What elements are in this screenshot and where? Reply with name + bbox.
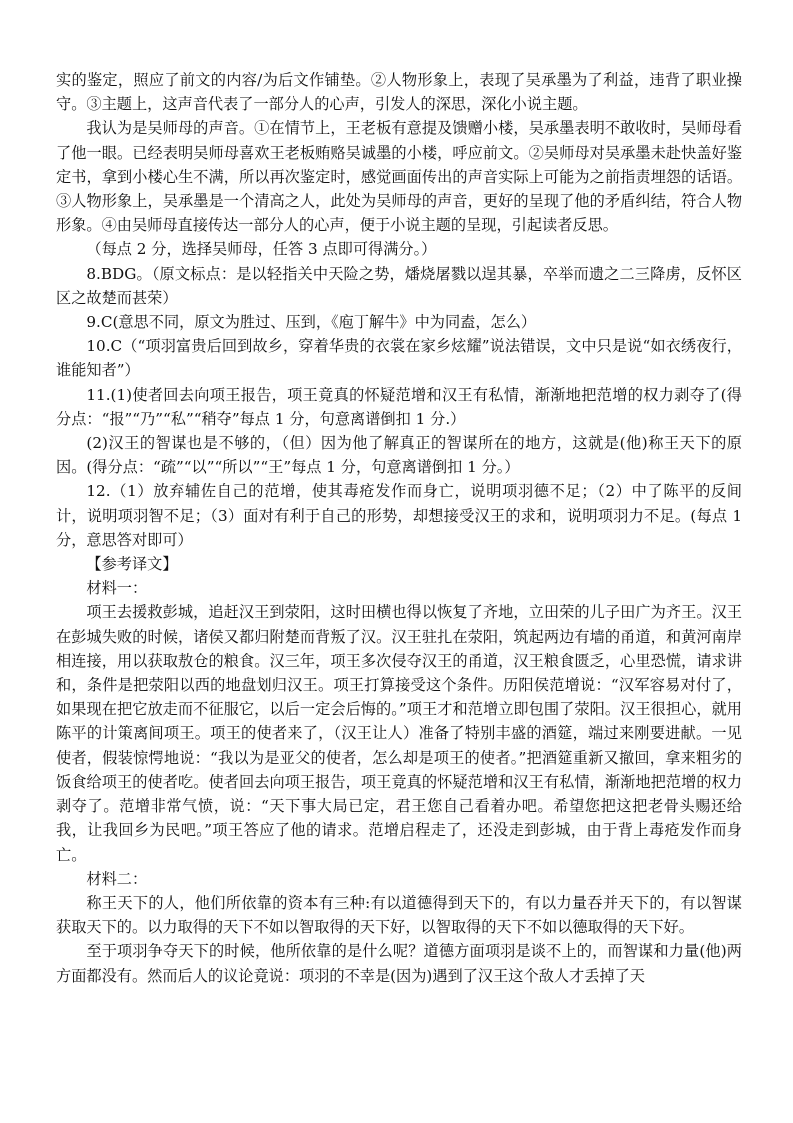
material-1-heading: 材料一： bbox=[86, 579, 148, 598]
document-body bbox=[56, 68, 742, 988]
answer-11-2: (2)汉王的智谋也是不够的，（但）因为他了解真正的智谋所在的地方，这就是(他)称王天下的原因。(得分点：“疏”“以”“所以”“王”每点 1 分，句意离谱倒扣 1 分。） bbox=[56, 434, 742, 477]
paragraph-2: 我认为是吴师母的声音。①在情节上，王老板有意提及馈赠小楼，吴承墨表明不敢收时，吴师母看了他一眼。已经表明吴师母喜欢王老板贿赂吴诚墨的小楼，呼应前文。②吴师母对吴承墨未赴快盖好鉴定书，拿到小楼心生不满，所以再次鉴定时，感觉画面传出的声音实际上可能为之前指责埋怨的话语。③人物形象上，吴承墨是一个清高之人，此处为吴师母的声音，更好的呈现了他的矛盾纠结，符合人物形象。④由吴师母直接传达一部分人的心声，便于小说主题的呈现，引起读者反思。 bbox=[56, 119, 742, 235]
material-1-text: 项王去援救彭城，追赶汉王到荥阳，这时田横也得以恢复了齐地，立田荣的儿子田广为齐王。汉王在彭城失败的时候，诸侯又都归附楚而背叛了汉。汉王驻扎在荥阳，筑起两边有墙的甬道，和黄河南岸相连接，用以获取敖仓的粮食。汉三年，项王多次侵夺汉王的甬道，汉王粮食匮乏，心里恐慌，请求讲和，条件是把荥阳以西的地盘划归汉王。项王打算接受这个条件。历阳侯范增说：“汉军容易对付了，如果现在把它放走而不征服它，以后一定会后悔的。”项王才和范增立即包围了荥阳。汉王很担心，就用陈平的计策离间项王。项王的使者来了，（汉王让人）准备了特别丰盛的酒筵，端过来刚要进献。一见使者，假装惊愕地说：“我以为是亚父的使者，怎么却是项王的使者。”把酒筵重新又撤回，拿来粗劣的饭食给项王的使者吃。使者回去向项王报告，项王竟真的怀疑范增和汉王有私情，渐渐地把范增的权力剥夺了。范增非常气愤，说：“天下事大局已定，君王您自己看着办吧。希望您把这把老骨头赐还给我，让我回乡为民吧。”项王答应了他的请求。范增启程走了，还没走到彭城，由于背上毒疮发作而身亡。 bbox=[56, 603, 742, 864]
answer-9: 9.C(意思不同，原文为胜过、压到，《庖丁解牛》中为同盍，怎么） bbox=[86, 313, 537, 332]
answer-11-1: 11.(1)使者回去向项王报告，项王竟真的怀疑范增和汉王有私情，渐渐地把范增的权力剥夺了(得分点：“报”“乃”“私”“稍夺”每点 1 分，句意离谱倒扣 1 分.） bbox=[56, 385, 742, 428]
answer-8: 8.BDG。（原文标点：是以轻指关中天险之势，燔烧屠戮以逞其暴，卒举而遗之二三降虏，反怀区区之故楚而甚荣） bbox=[56, 264, 742, 307]
material-2-text-1: 称王天下的人，他们所依靠的资本有三种:有以道德得到天下的，有以力量吞并天下的，有以智谋获取天下的。以力取得的天下不如以智取得的天下好，以智取得的天下不如以德取得的天下好。 bbox=[56, 893, 742, 937]
translation-heading: 【参考译文】 bbox=[86, 555, 178, 574]
material-2-heading: 材料二： bbox=[86, 869, 148, 888]
material-2-text-2: 至于项羽争夺天下的时候，他所依靠的是什么呢？道德方面项羽是谈不上的，而智谋和力量(他)两方面都没有。然而后人的议论竟说：项羽的不幸是(因为)遇到了汉王这个敌人才丢掉了天 bbox=[56, 942, 742, 985]
answer-12: 12.（1）放弃辅佐自己的范增，使其毒疮发作而身亡，说明项羽德不足；（2）中了陈平的反间计，说明项羽智不足；（3）面对有利于自己的形势，却想接受汉王的求和，说明项羽力不足。(每点 1 分，意思答对即可） bbox=[56, 482, 742, 549]
paragraph-1: 实的鉴定，照应了前文的内容/为后文作铺垫。②人物形象上，表现了吴承墨为了利益，违背了职业操守。③主题上，这声音代表了一部分人的心声，引发人的深思，深化小说主题。 bbox=[56, 71, 742, 114]
scoring-note: （每点 2 分，选择吴师母，任答 3 点即可得满分。） bbox=[86, 240, 437, 259]
answer-10: 10.C（“项羽富贵后回到故乡，穿着华贵的衣裳在家乡炫耀”说法错误，文中只是说“如衣绣夜行，谁能知者”） bbox=[56, 337, 742, 380]
